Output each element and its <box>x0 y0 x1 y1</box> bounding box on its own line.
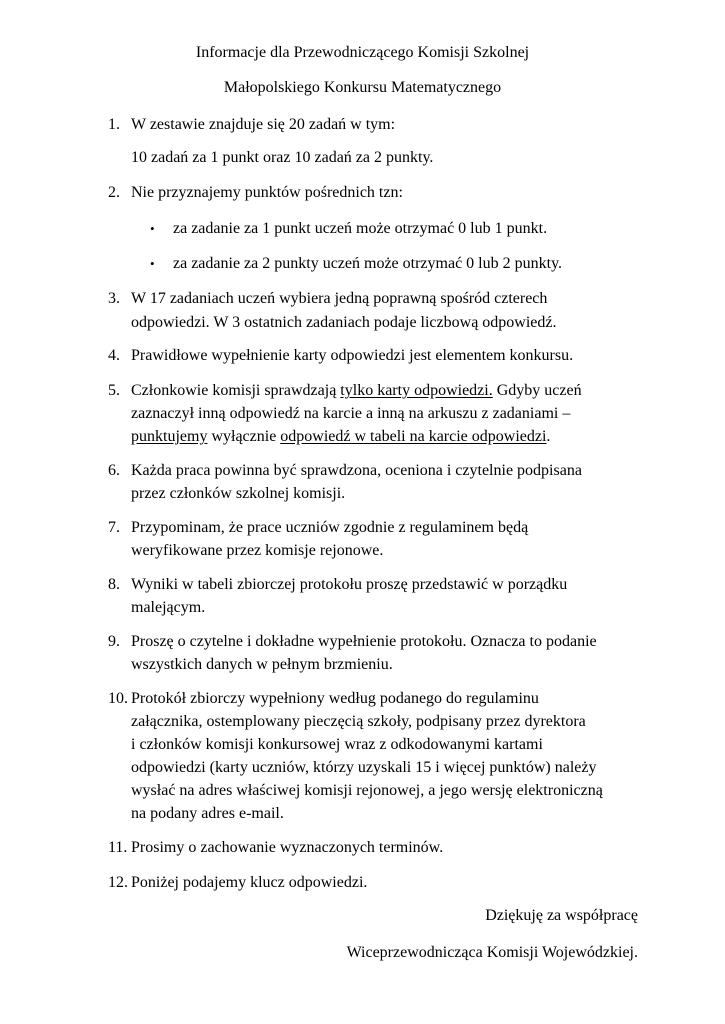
item-7-line-2: weryfikowane przez komisje rejonowe. <box>131 542 384 559</box>
item-2-line-1: Nie przyznajemy punktów pośrednich tzn: <box>131 184 403 201</box>
item-5-text: . <box>546 428 551 445</box>
item-10-line-5: wysłać na adres właściwej komisji rejonowej, a jego wersję elektroniczną <box>131 782 603 799</box>
item-2-number: 2. <box>108 184 120 201</box>
item-5-underlined-text: odpowiedź w tabeli na karcie odpowiedzi <box>280 428 547 445</box>
item-9-number: 9. <box>108 633 120 650</box>
item-5-text: Gdyby uczeń <box>492 382 582 399</box>
item-7-number: 7. <box>108 519 120 536</box>
document-title-line-2: Małopolskiego Konkursu Matematycznego <box>223 79 502 96</box>
bullet-icon: • <box>150 221 155 236</box>
document-title-line-1: Informacje dla Przewodniczącego Komisji Szkolnej <box>195 44 530 61</box>
item-9-line-2: wszystkich danych w pełnym brzmieniu. <box>131 656 393 673</box>
item-3-line-2: odpowiedzi. W 3 ostatnich zadaniach podaje liczbową odpowiedź. <box>131 314 557 331</box>
item-11-line-1: Prosimy o zachowanie wyznaczonych terminów. <box>131 839 444 856</box>
item-10-line-6: na podany adres e-mail. <box>131 805 284 822</box>
item-8-line-1: Wyniki w tabeli zbiorczej protokołu proszę przedstawić w porządku <box>131 576 568 593</box>
item-5-underlined-text: punktujemy <box>131 428 208 445</box>
item-3-line-1: W 17 zadaniach uczeń wybiera jedną poprawną spośród czterech <box>131 290 548 307</box>
item-5-text: Członkowie komisji sprawdzają <box>131 382 341 399</box>
item-11-number: 11. <box>108 839 128 856</box>
item-10-number: 10. <box>108 690 128 707</box>
item-6-number: 6. <box>108 462 120 479</box>
item-4-line-1: Prawidłowe wypełnienie karty odpowiedzi jest elementem konkursu. <box>131 347 574 364</box>
item-5-text: wyłącznie <box>207 428 281 445</box>
item-3-number: 3. <box>108 290 120 307</box>
item-12-line-1: Poniżej podajemy klucz odpowiedzi. <box>131 874 368 891</box>
item-8-number: 8. <box>108 576 120 593</box>
closing-signature: Wiceprzewodnicząca Komisji Wojewódzkiej. <box>346 944 638 961</box>
item-5-number: 5. <box>108 382 120 399</box>
item-2-bullet-2: za zadanie za 2 punkty uczeń może otrzymać 0 lub 2 punkty. <box>173 255 563 272</box>
item-8-line-2: malejącym. <box>131 599 206 616</box>
item-10-line-1: Protokół zbiorczy wypełniony według podanego do regulaminu <box>131 690 539 707</box>
bullet-icon: • <box>150 256 155 271</box>
item-2-bullet-1: za zadanie za 1 punkt uczeń może otrzymać 0 lub 1 punkt. <box>173 220 548 237</box>
closing-thanks: Dziękuję za współpracę <box>485 907 638 924</box>
item-5-line-3 <box>131 429 550 445</box>
item-10-line-4: odpowiedzi (karty uczniów, którzy uzyskali 15 i więcej punktów) należy <box>131 759 597 776</box>
item-5-underlined-text: tylko karty odpowiedzi. <box>340 382 493 399</box>
item-5-line-2: zaznaczył inną odpowiedź na karcie a inną na arkuszu z zadaniami – <box>131 405 571 422</box>
item-5-line-1 <box>131 383 582 399</box>
item-7-line-1: Przypominam, że prace uczniów zgodnie z regulaminem będą <box>131 519 529 536</box>
item-10-line-2: załącznika, ostemplowany pieczęcią szkoły, podpisany przez dyrektora <box>131 713 586 730</box>
item-1-line-1: W zestawie znajduje się 20 zadań w tym: <box>131 116 396 133</box>
item-10-line-3: i członków komisji konkursowej wraz z odkodowanymi kartami <box>131 736 543 753</box>
item-4-number: 4. <box>108 347 120 364</box>
item-6-line-2: przez członków szkolnej komisji. <box>131 485 346 502</box>
item-1-number: 1. <box>108 116 120 133</box>
item-9-line-1: Proszę o czytelne i dokładne wypełnienie protokołu. Oznacza to podanie <box>131 633 597 650</box>
item-6-line-1: Każda praca powinna być sprawdzona, oceniona i czytelnie podpisana <box>131 462 582 479</box>
item-1-line-2: 10 zadań za 1 punkt oraz 10 zadań za 2 punkty. <box>131 149 434 166</box>
item-12-number: 12. <box>108 874 128 891</box>
